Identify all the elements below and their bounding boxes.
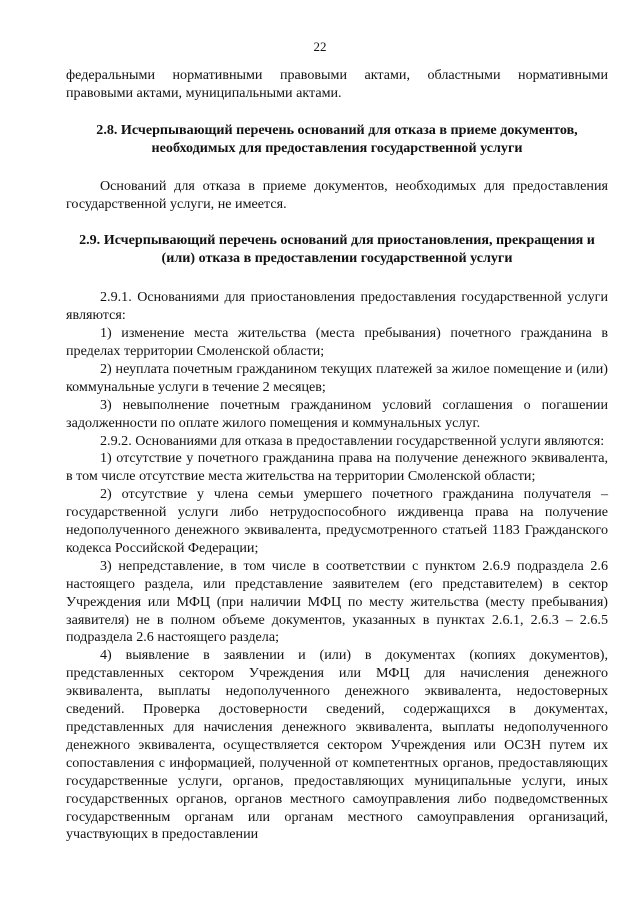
section-2-8-text: Оснований для отказа в приеме документов, необходимых для предоставления государственной услуги, не имеется. [66,177,608,212]
section-2-9-heading: 2.9. Исчерпывающий перечень оснований для приостановления, прекращения и (или) отказа в предоставлении государственной услуги [79,232,595,267]
intro-paragraph: федеральными нормативными правовыми актами, областными нормативными правовыми актами, муниципальными актами. [66,67,608,101]
paragraph-2-9-1-item-3: 3) невыполнение почетным гражданином условий соглашения о погашении задолженности по оплате жилого помещения и коммунальных услуг. [66,396,608,431]
paragraph-2-9-2-item-1: 1) отсутствие у почетного гражданина права на получение денежного эквивалента, в том числе отсутствие места жительства на территории Смоленской области; [66,450,608,485]
page-number: 22 [313,39,327,54]
paragraph-2-9-2-item-2: 2) отсутствие у члена семьи умершего почетного гражданина получателя – государственной услуги либо нетрудоспособного иждивенца права на получение недополученного денежного эквивалента, предусмотренного статьей 1183 Гражданского кодекса Российской Федерации; [66,486,608,556]
paragraph-2-9-2-item-3: 3) непредставление, в том числе в соответствии с пунктом 2.6.9 подраздела 2.6 настоящего раздела, или представление заявителем (его представителем) в сектор Учреждения или МФЦ (при наличии МФЦ по месту жительства (месту пребывания) заявителя) не в полном объеме документов, указанных в пунктах 2.6.1, 2.6.3 – 2.6.5 подраздела 2.6 настоящего раздела; [66,557,608,646]
section-2-8-heading: 2.8. Исчерпывающий перечень оснований для отказа в приеме документов, необходимых для предоставления государственной услуги [96,121,578,156]
paragraph-2-9-1-item-1: 1) изменение места жительства (места пребывания) почетного гражданина в пределах территории Смоленской области; [66,325,608,359]
paragraph-2-9-1: 2.9.1. Основаниями для приостановления предоставления государственной услуги являются: [66,289,608,324]
paragraph-2-9-1-item-2: 2) неуплата почетным гражданином текущих платежей за жилое помещение и (или) коммунальные услуги в течение 2 месяцев; [66,360,608,395]
paragraph-2-9-2-item-4: 4) выявление в заявлении и (или) в документах (копиях документов), представленных сектором Учреждения или МФЦ для начисления денежного эквивалента, выплаты недополученного денежного эквивалента, недостоверных сведений. Проверка достоверности сведений, содержащихся в документах, представленных для начисления денежного эквивалента, выплаты недополученного денежного эквивалента, осуществляется сектором Учреждения или ОСЗН путем их сопоставления с информацией, полученной от компетентных органов, предоставляющих государственные услуги, органов, предоставляющих муниципальные услуги, иных государственных органов, органов местного самоуправления либо подведомственных государственным органам или органам местного самоуправления организаций, участвующих в предоставлении [66,647,608,843]
paragraph-2-9-2: 2.9.2. Основаниями для отказа в предоставлении государственной услуги являются: [100,432,605,449]
page-content [66,67,608,844]
